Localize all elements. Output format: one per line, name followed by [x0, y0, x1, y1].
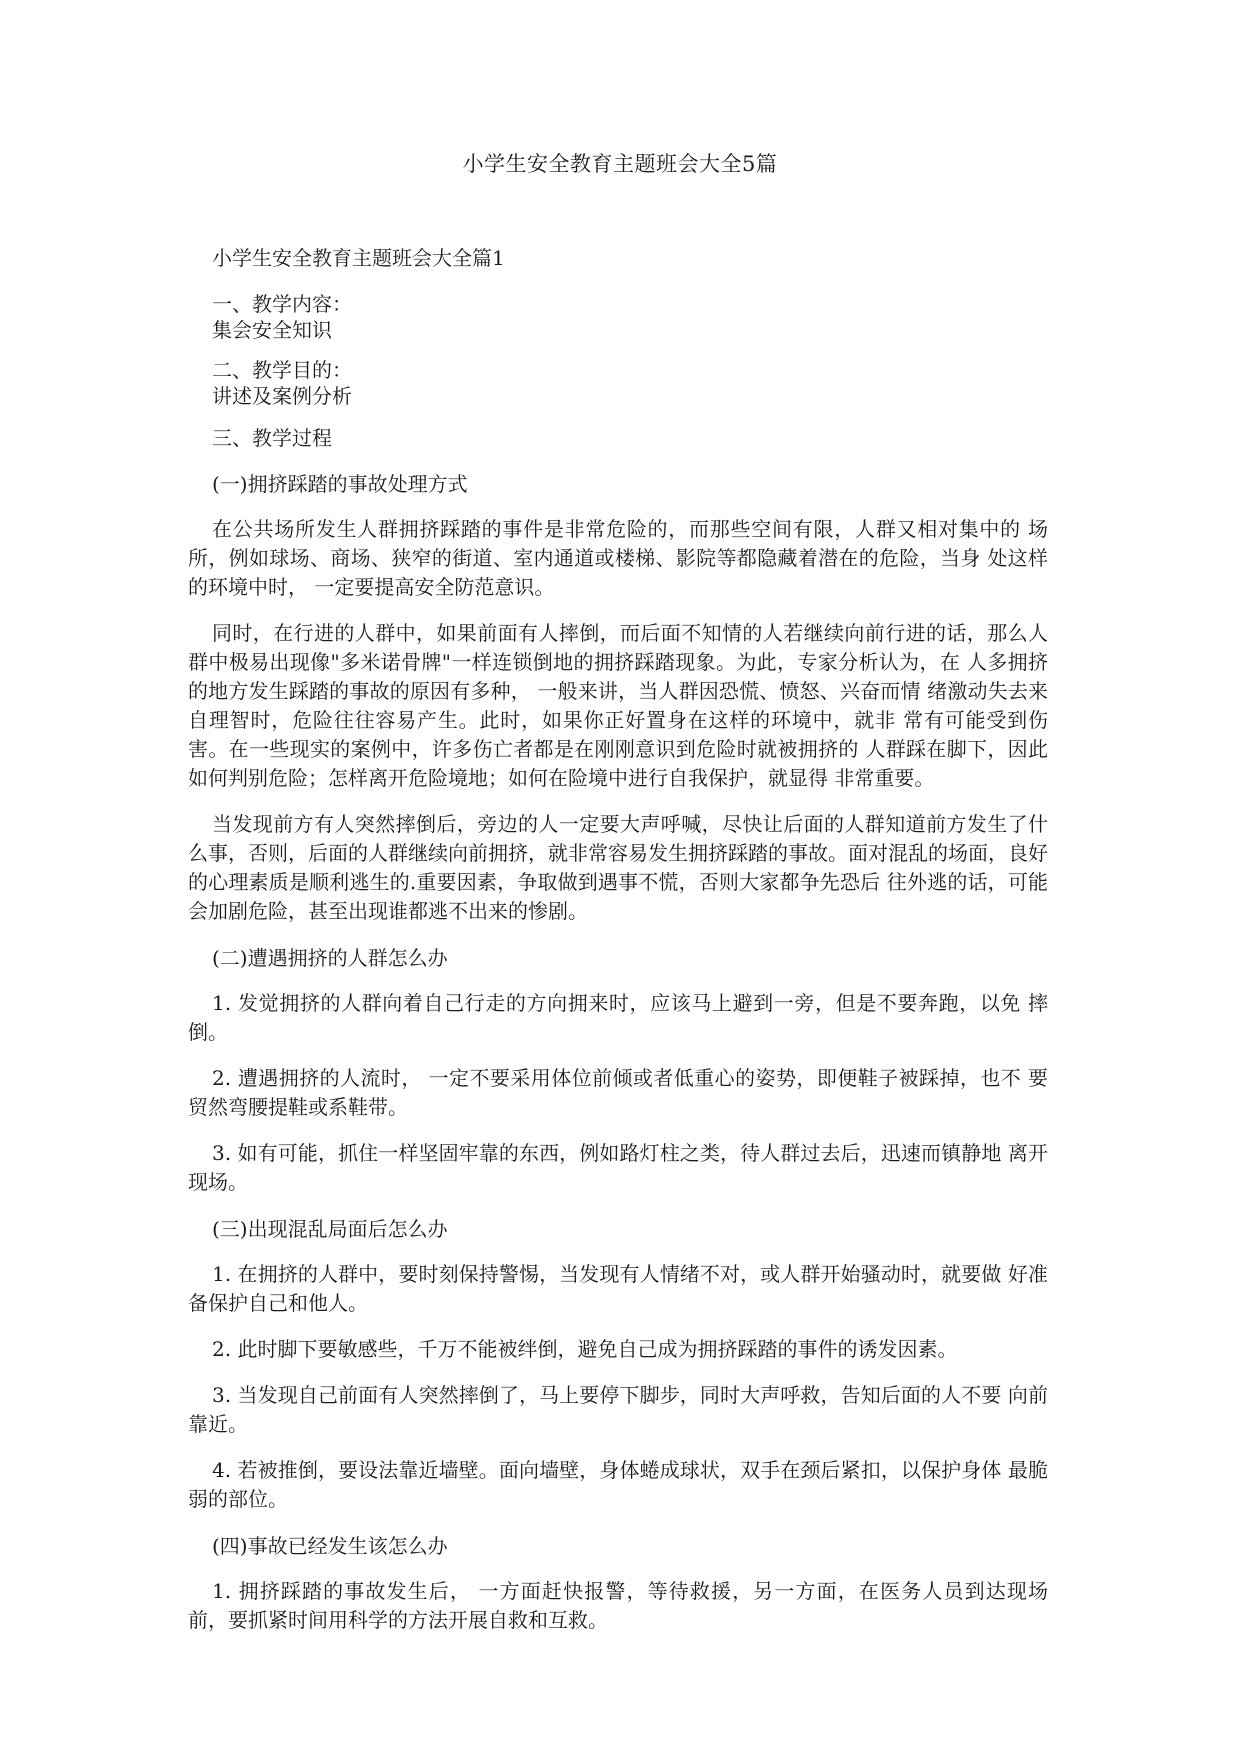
document-body — [188, 243, 1048, 1652]
section-heading-2: (二)遭遇拥挤的人群怎么办 — [212, 946, 448, 970]
paragraph: 在公共场所发生人群拥挤踩踏的事件是非常危险的，而那些空间有限，人群又相对集中的 场所，例如球场、商场、狭窄的街道、室内通道或楼梯、影院等都隐藏着潜在的危险，当身 处这样的环境中时， 一定要提高安全防范意识。 — [188, 517, 1048, 599]
teaching-goal-item: 二、教学目的： 讲述及案例分析 — [212, 358, 352, 408]
list-item: 1. 在拥挤的人群中，要时刻保持警惕，当发现有人情绪不对，或人群开始骚动时，就要做 好准备保护自己和他人。 — [188, 1262, 1048, 1315]
list-item: 2. 遭遇拥挤的人流时， 一定不要采用体位前倾或者低重心的姿势，即便鞋子被踩掉，也不 要贸然弯腰提鞋或系鞋带。 — [188, 1066, 1048, 1119]
list-item: 2. 此时脚下要敏感些，千万不能被绊倒，避免自己成为拥挤踩踏的事件的诱发因素。 — [212, 1337, 958, 1361]
document-title: 小学生安全教育主题班会大全5篇 — [462, 152, 778, 176]
chapter-heading: 小学生安全教育主题班会大全篇1 — [212, 246, 505, 270]
paragraph: 同时，在行进的人群中，如果前面有人摔倒，而后面不知情的人若继续向前行进的话，那么人群中极易出现像"多米诺骨牌"一样连锁倒地的拥挤踩踏现象。为此，专家分析认为，在 人多拥挤的地方发生踩踏的事故的原因有多种， 一般来讲，当人群因恐慌、愤怒、兴奋而情 绪激动失去来自理智时，危险往往容易产生。此时，如果你正好置身在这样的环境中，就非 常有可能受到伤害。在一些现实的案例中，许多伤亡者都是在刚刚意识到危险时就被拥挤的 人群踩在脚下，因此如何判别危险；怎样离开危险境地；如何在险境中进行自我保护，就显得 非常重要。 — [188, 621, 1048, 790]
section-heading-3: (三)出现混乱局面后怎么办 — [212, 1217, 448, 1241]
section-heading-1: (一)拥挤踩踏的事故处理方式 — [212, 472, 468, 496]
list-item: 3. 如有可能，抓住一样坚固牢靠的东西，例如路灯柱之类，待人群过去后，迅速而镇静地 离开现场。 — [188, 1141, 1048, 1194]
list-item: 4. 若被推倒，要设法靠近墙壁。面向墙壁，身体蜷成球状，双手在颈后紧扣，以保护身体 最脆弱的部位。 — [188, 1458, 1048, 1511]
teaching-process-item: 三、教学过程 — [212, 426, 332, 450]
teaching-content-item: 一、教学内容： 集会安全知识 — [212, 292, 352, 342]
list-item: 3. 当发现自己前面有人突然摔倒了，马上要停下脚步，同时大声呼救，告知后面的人不要 向前靠近。 — [188, 1383, 1048, 1436]
paragraph: 当发现前方有人突然摔倒后，旁边的人一定要大声呼喊，尽快让后面的人群知道前方发生了什么事，否则，后面的人群继续向前拥挤，就非常容易发生拥挤踩踏的事故。面对混乱的场面，良好的心理素质是顺利逃生的.重要因素，争取做到遇事不慌，否则大家都争先恐后 往外逃的话，可能会加剧危险，甚至出现谁都逃不出来的惨剧。 — [188, 812, 1048, 923]
list-item: 1. 发觉拥挤的人群向着自己行走的方向拥来时，应该马上避到一旁，但是不要奔跑，以免 摔倒。 — [188, 991, 1048, 1044]
section-heading-4: (四)事故已经发生该怎么办 — [212, 1534, 448, 1558]
list-item: 1. 拥挤踩踏的事故发生后， 一方面赶快报警，等待救援，另一方面，在医务人员到达现场 前，要抓紧时间用科学的方法开展自救和互救。 — [188, 1579, 1048, 1632]
